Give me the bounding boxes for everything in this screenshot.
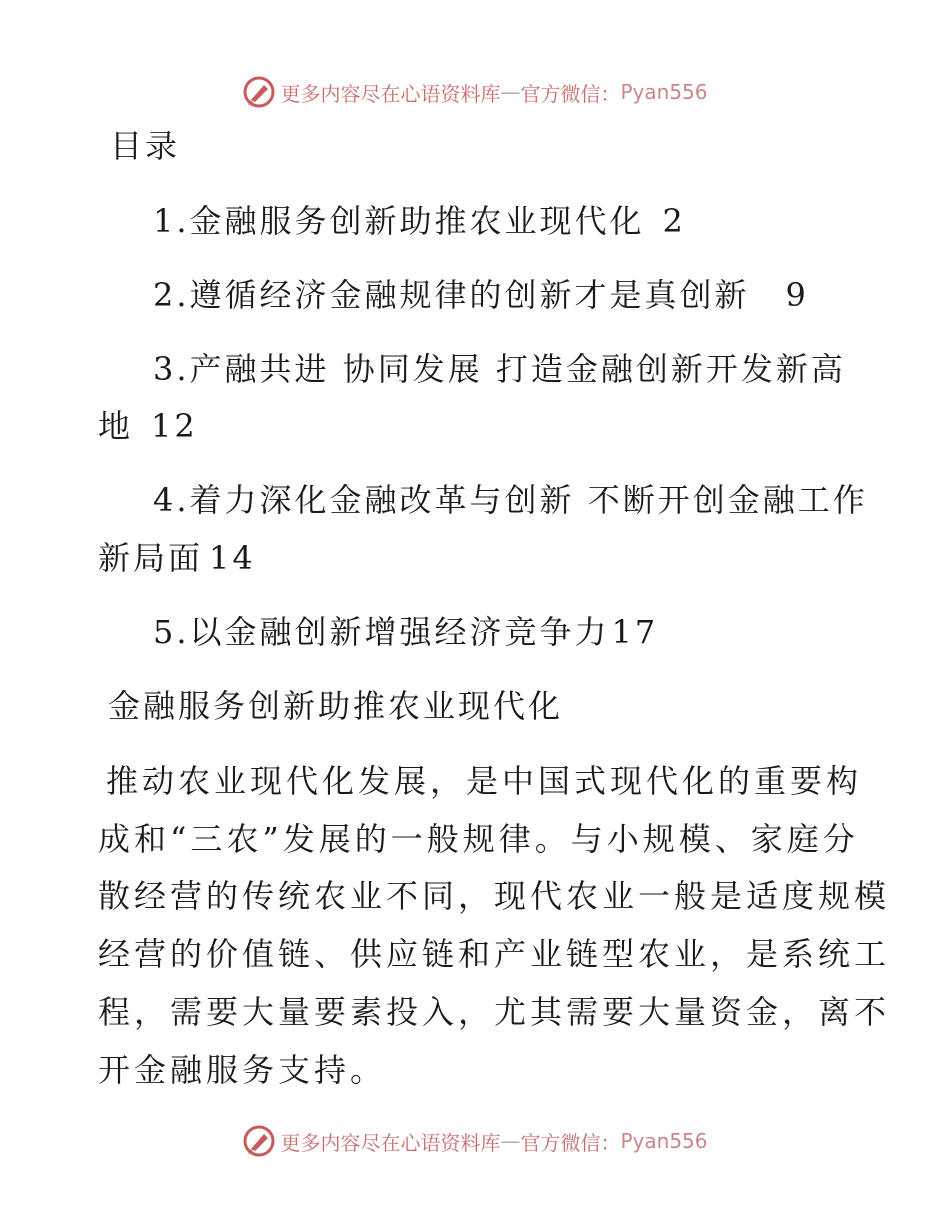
pen-logo-icon xyxy=(242,75,276,109)
toc-item-page: 14 xyxy=(209,539,256,577)
section-title: 金融服务创新助推农业现代化 xyxy=(108,687,564,725)
pen-logo-icon xyxy=(242,1124,276,1158)
toc-item-page: 2 xyxy=(662,202,686,240)
watermark-account: Pyan556 xyxy=(620,80,708,104)
toc-item-page: 9 xyxy=(785,276,809,314)
watermark-text: 更多内容尽在心语资料库 xyxy=(280,81,501,106)
toc-title: 目录 xyxy=(110,127,181,165)
watermark-text: 更多内容尽在心语资料库 xyxy=(280,1130,501,1155)
toc-item-5 xyxy=(153,612,658,652)
watermark-label: 官方微信： xyxy=(520,81,621,106)
watermark-label: 官方微信： xyxy=(520,1130,621,1155)
toc-item-1 xyxy=(153,201,686,241)
watermark-account: Pyan556 xyxy=(620,1129,708,1153)
toc-item-3-line-2 xyxy=(98,406,198,446)
toc-item-page: 17 xyxy=(611,613,659,651)
paragraph-line: 推动农业现代化发展，是中国式现代化的重要构 xyxy=(106,762,863,800)
paragraph-line: 开金融服务支持。 xyxy=(98,1051,387,1089)
toc-item-text: 1.金融服务创新助推农业现代化 xyxy=(153,202,645,240)
watermark-dash: — xyxy=(500,1129,521,1153)
toc-item-3-line-1: 3.产融共进 协同发展 打造金融创新开发新高 xyxy=(153,350,846,388)
toc-item-text: 地 xyxy=(98,407,134,445)
paragraph-line: 程，需要大量要素投入，尤其需要大量资金，离不 xyxy=(98,993,891,1031)
footer-watermark xyxy=(0,1121,950,1161)
toc-item-text: 5.以金融创新增强经济竞争力 xyxy=(153,613,610,651)
watermark-dash: — xyxy=(500,80,521,104)
toc-item-4-line-1: 4.着力深化金融改革与创新 不断开创金融工作 xyxy=(153,481,868,519)
header-watermark xyxy=(0,72,950,112)
toc-item-text: 2.遵循经济金融规律的创新才是真创新 xyxy=(153,276,750,314)
toc-item-page: 12 xyxy=(151,407,198,445)
toc-item-4-line-2 xyxy=(98,538,256,578)
toc-item-text: 新局面 xyxy=(98,539,204,577)
toc-item-2 xyxy=(153,275,809,315)
paragraph-line: 散经营的传统农业不同，现代农业一般是适度规模 xyxy=(98,877,891,915)
paragraph-line: 经营的价值链、供应链和产业链型农业，是系统工 xyxy=(98,935,891,973)
paragraph-line: 成和“三农”发展的一般规律。与小规模、家庭分 xyxy=(98,820,859,858)
